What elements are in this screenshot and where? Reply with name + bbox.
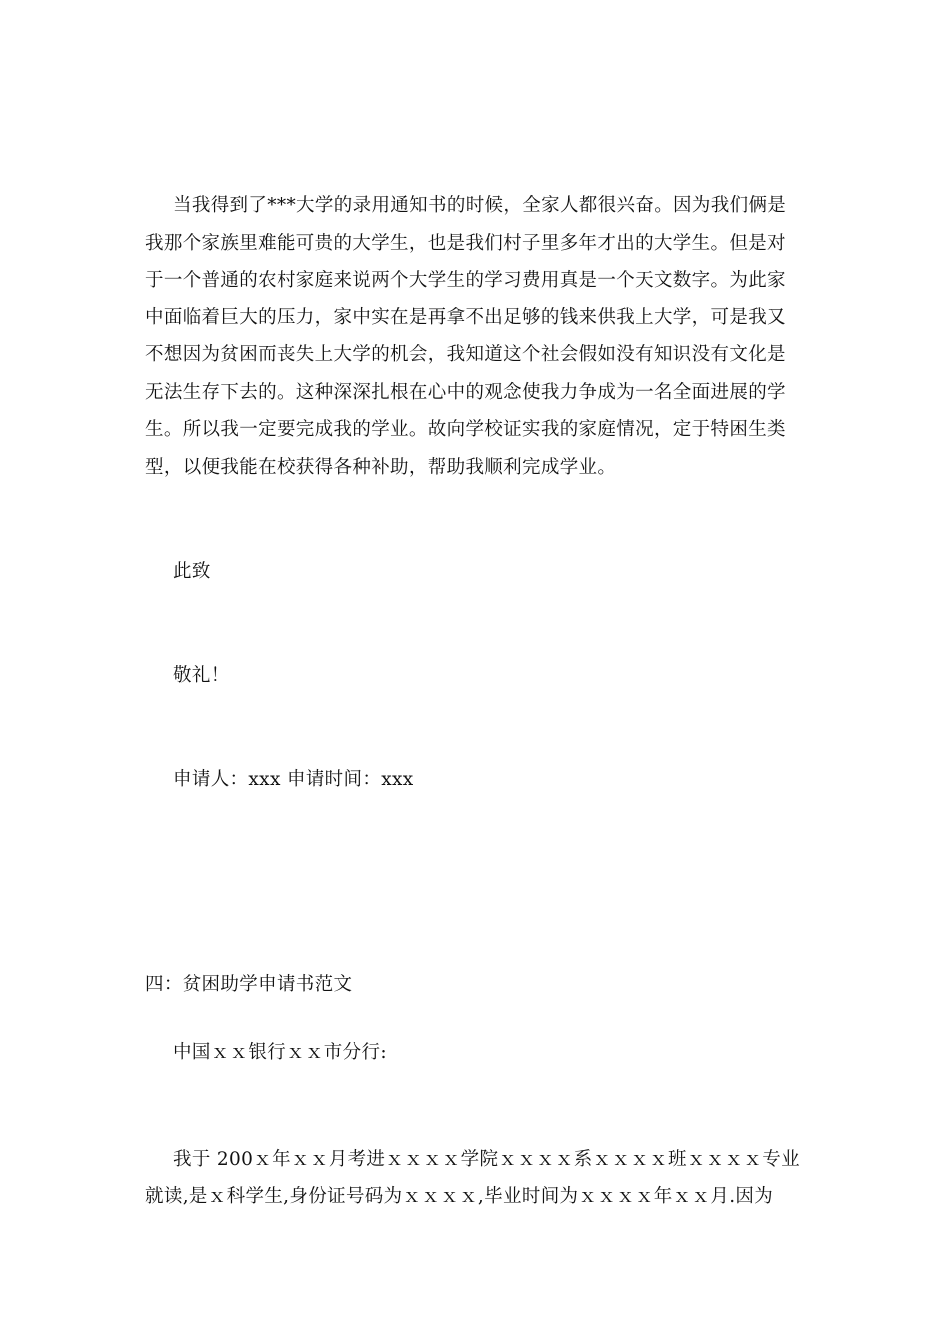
section-title: 四：贫困助学申请书范文 <box>145 974 353 995</box>
signature-line: 申请人：xxx 申请时间：xxx <box>173 769 414 790</box>
paragraph-1-line-6: 无法生存下去的。这种深深扎根在心中的观念使我力争成为一名全面进展的学 <box>145 382 786 403</box>
paragraph-1-line-1: 当我得到了***大学的录用通知书的时候，全家人都很兴奋。因为我们俩是 <box>173 195 787 216</box>
paragraph-1-line-2: 我那个家族里难能可贵的大学生，也是我们村子里多年才出的大学生。但是对 <box>145 233 786 254</box>
paragraph-1-line-8: 型，以便我能在校获得各种补助，帮助我顺利完成学业。 <box>145 457 617 478</box>
closing-salute: 敬礼！ <box>173 665 230 686</box>
salutation: 中国ｘｘ银行ｘｘ市分行: <box>173 1042 387 1063</box>
paragraph-1-line-3: 于一个普通的农村家庭来说两个大学生的学习费用真是一个天文数字。为此家 <box>145 270 786 291</box>
paragraph-1-line-4: 中面临着巨大的压力，家中实在是再拿不出足够的钱来供我上大学，可是我又 <box>145 307 786 328</box>
paragraph-1-line-5: 不想因为贫困而丧失上大学的机会，我知道这个社会假如没有知识没有文化是 <box>145 344 786 365</box>
closing-greeting: 此致 <box>173 561 211 582</box>
paragraph-2-line-2: 就读,是ｘ科学生,身份证号码为ｘｘｘｘ,毕业时间为ｘｘｘｘ年ｘｘ月.因为 <box>145 1186 774 1207</box>
paragraph-2-line-1: 我于 200ｘ年ｘｘ月考进ｘｘｘｘ学院ｘｘｘｘ系ｘｘｘｘ班ｘｘｘｘ专业 <box>173 1149 800 1170</box>
paragraph-1-line-7: 生。所以我一定要完成我的学业。故向学校证实我的家庭情况，定于特困生类 <box>145 419 786 440</box>
